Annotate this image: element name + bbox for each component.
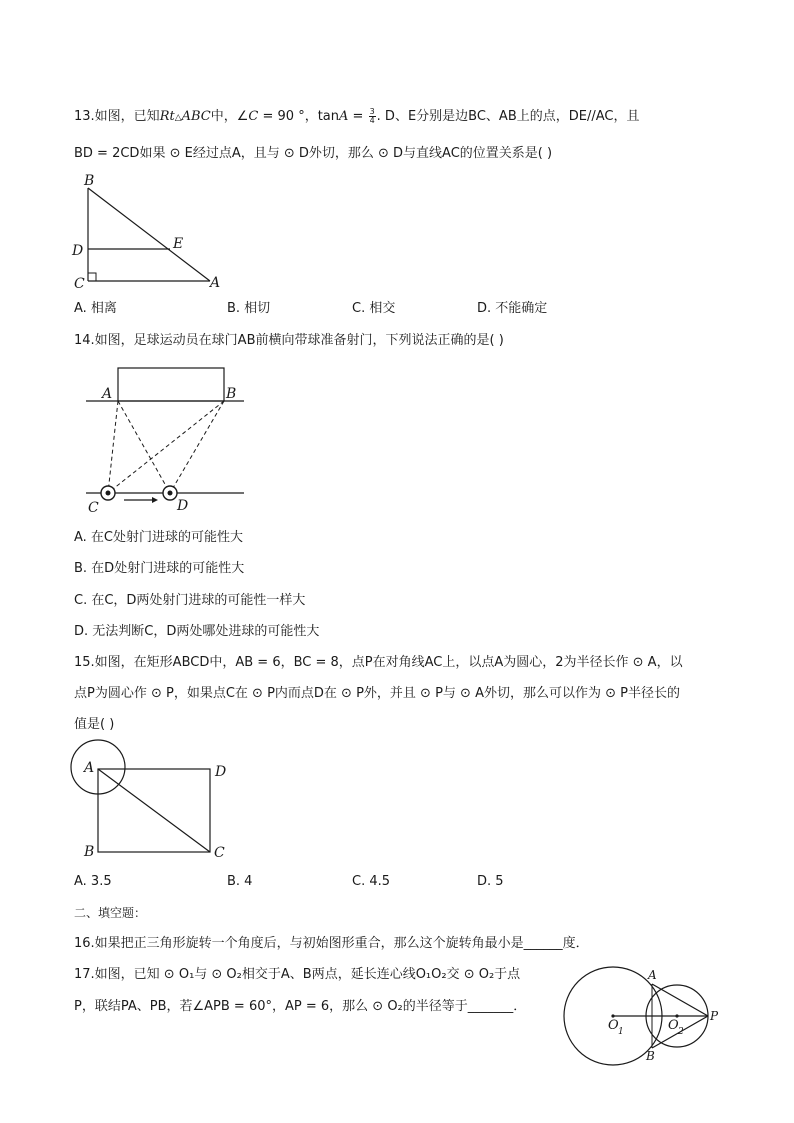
q13-text-d: . D、E分别是边BC、AB上的点，DE//AC，且 [376,109,640,124]
q17-label-a: A [648,968,657,982]
q13-option-b[interactable]: B. 相切 [227,301,271,316]
q17-label-o1-sub: 1 [618,1027,624,1037]
q13-fraction [369,108,376,125]
q13-option-c[interactable]: C. 相交 [352,301,396,316]
q17-label-o2-sub: 2 [678,1027,684,1037]
q14-label-c: C [88,500,99,514]
q17-label-b: B [646,1049,655,1063]
q14-option-d[interactable]: D. 无法判断C，D两处哪处进球的可能性大 [74,624,320,639]
q13-label-a: A [210,275,221,291]
q13-option-d[interactable]: D. 不能确定 [477,301,548,316]
q15-option-d[interactable]: D. 5 [477,874,504,889]
q13-option-a[interactable]: A. 相离 [74,301,117,316]
q14-label-b: B [226,386,237,402]
q17-segment-pa [652,984,708,1016]
q14-option-c[interactable]: C. 在C，D两处射门进球的可能性一样大 [74,593,306,608]
q13-label-b: B [84,173,95,189]
q15-stem-line1: 15.如图，在矩形ABCD中，AB = 6，BC = 8，点P在对角线AC上，以点A为圆心，2为半径长作 ⊙ A，以 [74,655,683,670]
q13-rt: Rt [159,109,175,124]
q17-stem-line2[interactable]: P，联结PA、PB，若∠APB = 60°，AP = 6，那么 ⊙ O₂的半径等于_______． [74,999,527,1014]
q15-option-c[interactable]: C. 4.5 [352,874,391,889]
q13-segment-ab [88,188,210,281]
q14-goal-box [118,368,224,401]
q13-label-c: C [74,276,85,292]
q15-label-a: A [84,760,95,776]
q14-ball-c [101,486,115,500]
q15-stem-line3: 值是( ) [74,717,115,732]
q16-stem[interactable]: 16.如果把正三角形旋转一个角度后，与初始图形重合，那么这个旋转角最小是______度． [74,936,589,951]
q15-figure [66,738,246,862]
q14-option-a[interactable]: A. 在C处射门进球的可能性大 [74,530,244,545]
q14-arrow-head [152,497,158,503]
q14-stem: 14.如图，足球运动员在球门AB前横向带球准备射门，下列说法正确的是( ) [74,333,504,348]
section-title-fill-in: 二、填空题： [74,906,147,920]
q13-stem-line1 [74,107,639,128]
q14-dash-ac [108,401,118,493]
q14-dash-ad [118,401,170,493]
q17-label-o2: O [668,1018,679,1033]
q15-diagonal-ac [98,769,210,852]
q15-label-d: D [215,764,227,780]
q14-option-b[interactable]: B. 在D处射门进球的可能性大 [74,561,245,576]
q14-label-a: A [102,386,113,402]
q13-tri-symbol: △ [174,113,182,123]
q15-option-b[interactable]: B. 4 [227,874,253,889]
q15-stem-line2: 点P为圆心作 ⊙ P，如果点C在 ⊙ P内而点D在 ⊙ P外，并且 ⊙ P与 ⊙ A外切，那么可以作为 ⊙ P半径长的 [74,686,680,701]
q17-figure [558,962,728,1072]
q13-frac-den: 4 [369,116,375,125]
q15-label-c: C [214,845,225,861]
q17-label-p: P [710,1009,719,1023]
q13-text-a: 13.如图，已知 [74,109,160,124]
q13-eq: = [348,109,368,124]
q13-label-d: D [72,243,84,259]
q14-label-d: D [177,498,189,514]
q14-figure [84,364,248,514]
q13-figure [70,170,230,292]
q13-label-e: E [173,236,184,252]
q14-dash-bd [170,401,224,493]
q13-tan-a: A [339,109,349,124]
q13-stem-line2: BD = 2CD如果 ⊙ E经过点A，且与 ⊙ D外切，那么 ⊙ D与直线AC的位置关系是( ) [74,146,553,161]
q13-angle-c: C [248,109,259,124]
q17-label-o1: O [608,1018,619,1033]
q13-right-angle-mark [88,273,96,281]
q13-text-c2: = 90 °，tan [258,109,340,124]
q13-abc: ABC [181,109,211,124]
q13-text-b: 中，∠ [210,109,249,124]
q14-ball-d [163,486,177,500]
q15-label-b: B [84,844,95,860]
q15-option-a[interactable]: A. 3.5 [74,874,112,889]
q17-stem-line1: 17.如图，已知 ⊙ O₁与 ⊙ O₂相交于A、B两点，延长连心线O₁O₂交 ⊙ O₂于点 [74,967,521,982]
q13-frac-num: 3 [369,107,375,116]
